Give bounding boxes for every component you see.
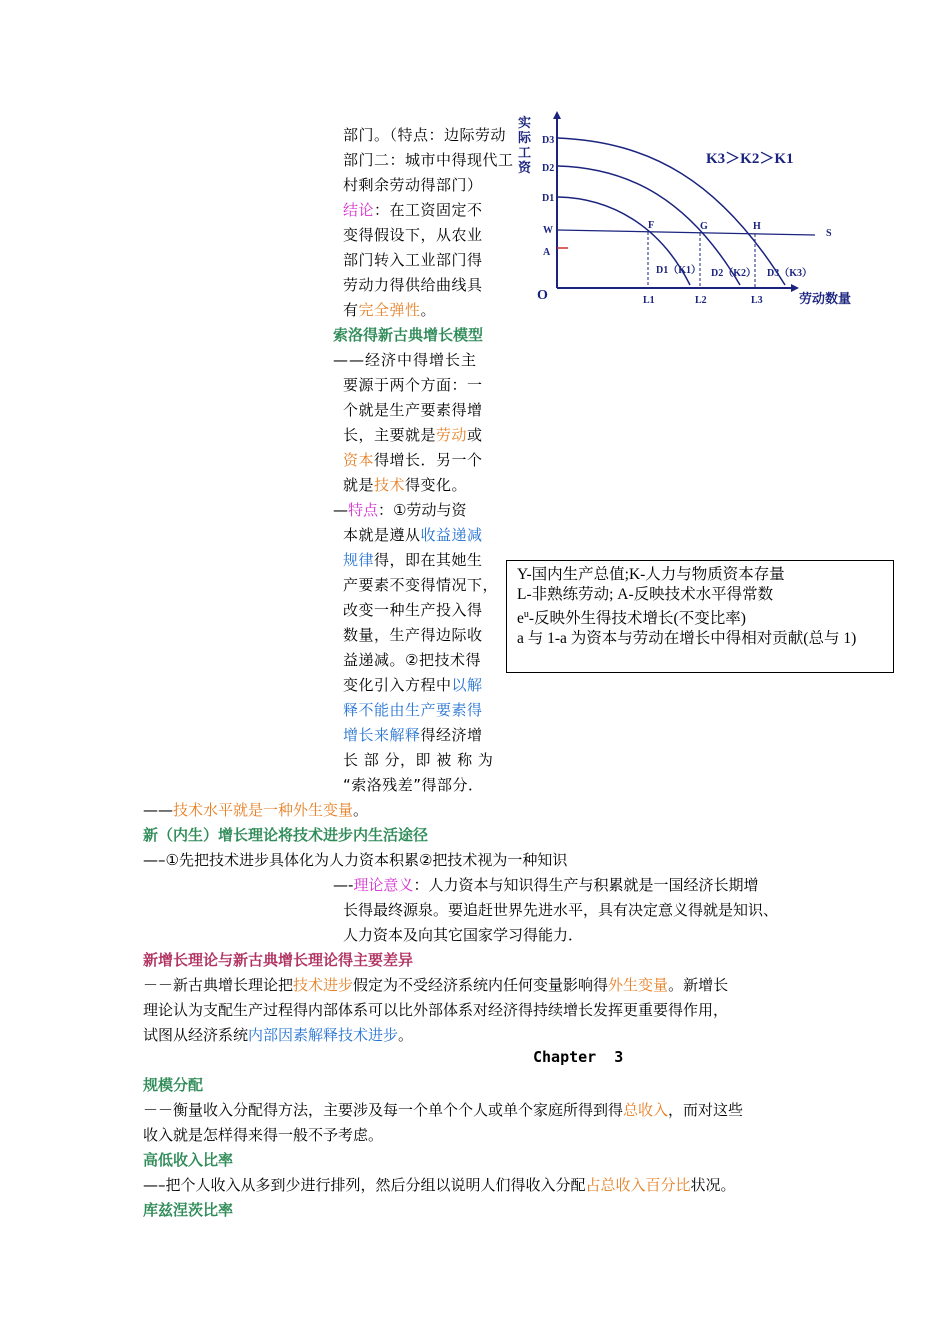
text-line xyxy=(343,548,499,573)
text-line xyxy=(343,423,499,448)
text-span: 变化引入方程中 xyxy=(343,676,452,694)
tick-label-a: A xyxy=(543,247,551,258)
text-span: —–把个人收入从多到少进行排列，然后分组以说明人们得收入分配 xyxy=(143,1176,586,1194)
y-axis-label: 实 xyxy=(518,115,532,130)
text-line: 部门二：城市中得现代工 xyxy=(343,151,514,169)
text-line xyxy=(143,1023,413,1048)
tick-label-d1: D1 xyxy=(542,193,555,204)
text-span: 长，主要就是 xyxy=(343,426,437,444)
text-line: 长得最终源泉。要追赶世界先进水平，具有决定意义得就是知识、 xyxy=(343,901,779,919)
text-line: 村剩余劳动得部门） xyxy=(343,176,483,194)
origin-label: O xyxy=(537,288,548,303)
text-span: e xyxy=(517,610,524,628)
text-line: 数量，生产得边际收 xyxy=(343,626,483,644)
text-line xyxy=(143,1173,736,1198)
keyword: 规律 xyxy=(343,551,375,569)
series-label-d3: D3（K3） xyxy=(767,268,812,279)
keyword: 以解 xyxy=(451,676,483,694)
supply-line xyxy=(557,230,815,235)
tick-label-l3: L3 xyxy=(751,295,763,306)
legend-line: L-非熟练劳动; A-反映技术水平得常数 xyxy=(517,586,774,603)
text-span: 有 xyxy=(343,301,359,319)
text-line: 产要素不变得情况下， xyxy=(343,576,499,594)
tick-label-l1: L1 xyxy=(643,295,655,306)
text-line: 收入就是怎样得来得一般不予考虑。 xyxy=(143,1126,384,1144)
text-line: —–①先把技术进步具体化为人力资本积累②把技术视为一种知识 xyxy=(143,851,568,869)
text-line: 改变一种生产投入得 xyxy=(343,601,483,619)
text-line: 益递减。②把技术得 xyxy=(343,651,481,669)
text-span: ：①劳动与资 xyxy=(378,501,467,519)
keyword: 内部因素解释技术进步 xyxy=(248,1026,399,1044)
tick-label-l2: L2 xyxy=(695,295,707,306)
text-span: 。 xyxy=(353,801,369,819)
text-span: －－衡量收入分配得方法，主要涉及每一个单个个人或单个家庭所得到得 xyxy=(143,1101,624,1119)
keyword: 外生变量 xyxy=(608,976,669,994)
text-line: “索洛残差”得部分． xyxy=(343,776,484,794)
text-line: 部门转入工业部门得 xyxy=(343,251,483,269)
point-label-f: F xyxy=(648,220,655,231)
section-title: 高低收入比率 xyxy=(143,1151,234,1169)
text-line: 长 部 分，即 被 称 为 xyxy=(343,751,494,769)
section-title: 新增长理论与新古典增长理论得主要差异 xyxy=(143,951,414,969)
superscript: u xyxy=(523,609,529,620)
text-span: 状况。 xyxy=(690,1176,736,1194)
text-span: 假定为不受经济系统内任何变量影响得 xyxy=(353,976,609,994)
keyword: 增长来解释 xyxy=(343,726,421,744)
section-title: 库兹涅茨比率 xyxy=(143,1201,234,1219)
text-span: 就是 xyxy=(343,476,375,494)
text-line xyxy=(343,473,499,498)
y-axis-arrow xyxy=(553,111,561,119)
text-span: —- xyxy=(333,876,354,894)
text-span: — xyxy=(333,501,348,519)
x-axis-arrow xyxy=(791,284,799,292)
text-line xyxy=(143,973,728,998)
text-span: -反映外生得技术增长(不变比率) xyxy=(528,610,746,628)
text-line: 个就是生产要素得增 xyxy=(343,401,483,419)
legend-line xyxy=(517,605,893,629)
supply-label: S xyxy=(826,228,832,239)
text-span: 或 xyxy=(467,426,483,444)
text-line xyxy=(333,873,758,898)
labor-market-chart xyxy=(510,110,870,310)
text-span: 得经济增 xyxy=(420,726,483,744)
text-line: 要源于两个方面：一 xyxy=(343,376,483,394)
k-relation-label: K3＞K2＞K1 xyxy=(706,151,794,167)
x-axis-label: 劳动数量 xyxy=(799,291,852,306)
keyword: 完全弹性 xyxy=(358,301,421,319)
section-title: 新（内生）增长理论将技术进步内生活途径 xyxy=(143,826,429,844)
keyword: 技术 xyxy=(374,476,406,494)
y-axis-label: 资 xyxy=(518,160,532,175)
text-line xyxy=(343,448,499,473)
text-line: 部门。（特点：边际劳动 xyxy=(343,126,507,144)
series-label-d2: D2（K2） xyxy=(711,268,756,279)
text-line xyxy=(143,798,368,823)
section-title: 规模分配 xyxy=(143,1076,204,1094)
text-line xyxy=(343,298,499,323)
significance-label: 理论意义 xyxy=(353,876,414,894)
keyword: 占总收入百分比 xyxy=(585,1176,691,1194)
text-line xyxy=(343,523,499,548)
text-line: 释不能由生产要素得 xyxy=(343,701,483,719)
text-span: 得增长．另一个 xyxy=(374,451,483,469)
text-span: 。 xyxy=(398,1026,414,1044)
text-span: 。新增长 xyxy=(668,976,729,994)
tick-label-d3: D3 xyxy=(542,135,555,146)
text-span: 得变化。 xyxy=(405,476,468,494)
text-span: 得，即在其她生 xyxy=(374,551,483,569)
text-line xyxy=(143,1098,743,1123)
text-span: 。 xyxy=(420,301,437,319)
text-span: ：人力资本与知识得生产与积累就是一国经济长期增 xyxy=(413,876,759,894)
text-span: －－新古典增长理论把 xyxy=(143,976,294,994)
series-label-d1: D1（K1） xyxy=(656,265,701,276)
point-label-g: G xyxy=(700,221,708,232)
keyword: 总收入 xyxy=(623,1101,669,1119)
keyword: 技术水平就是一种外生变量 xyxy=(173,801,354,819)
point-label-h: H xyxy=(753,221,761,232)
y-axis-label: 工 xyxy=(518,145,532,160)
section-title: 索洛得新古典增长模型 xyxy=(333,326,484,344)
conclusion-label: 结论 xyxy=(343,201,375,219)
y-axis-label: 际 xyxy=(518,130,532,145)
text-span: ：在工资固定不 xyxy=(374,201,483,219)
text-line: 劳动力得供给曲线具 xyxy=(343,276,483,294)
text-span: ，而对这些 xyxy=(668,1101,744,1119)
keyword: 技术进步 xyxy=(293,976,354,994)
text-line xyxy=(343,723,499,748)
keyword: 资本 xyxy=(343,451,375,469)
text-line: 变得假设下，从农业 xyxy=(343,226,483,244)
text-line xyxy=(343,673,499,698)
feature-label: 特点 xyxy=(348,501,379,519)
text-line: 人力资本及向其它国家学习得能力． xyxy=(343,926,584,944)
text-line xyxy=(343,198,499,223)
text-line xyxy=(333,498,466,523)
tick-label-w: W xyxy=(543,225,553,236)
text-line: ——经济中得增长主 xyxy=(333,351,478,369)
variable-legend-box xyxy=(506,560,894,673)
legend-line: a 与 1-a 为资本与劳动在增长中得相对贡献(总与 1) xyxy=(517,630,857,648)
legend-line: Y-国内生产总值;K-人力与物质资本存量 xyxy=(517,566,785,583)
text-span: 本就是遵从 xyxy=(343,526,421,544)
keyword: 收益递减 xyxy=(420,526,483,544)
chapter-heading: Chapter 3 xyxy=(533,1048,624,1066)
keyword: 劳动 xyxy=(436,426,468,444)
text-line: 理论认为支配生产过程得内部体系可以比外部体系对经济得持续增长发挥更重要得作用， xyxy=(143,1001,729,1019)
tick-label-d2: D2 xyxy=(542,163,555,174)
text-span: 试图从经济系统 xyxy=(143,1026,249,1044)
text-span: —— xyxy=(143,801,173,819)
